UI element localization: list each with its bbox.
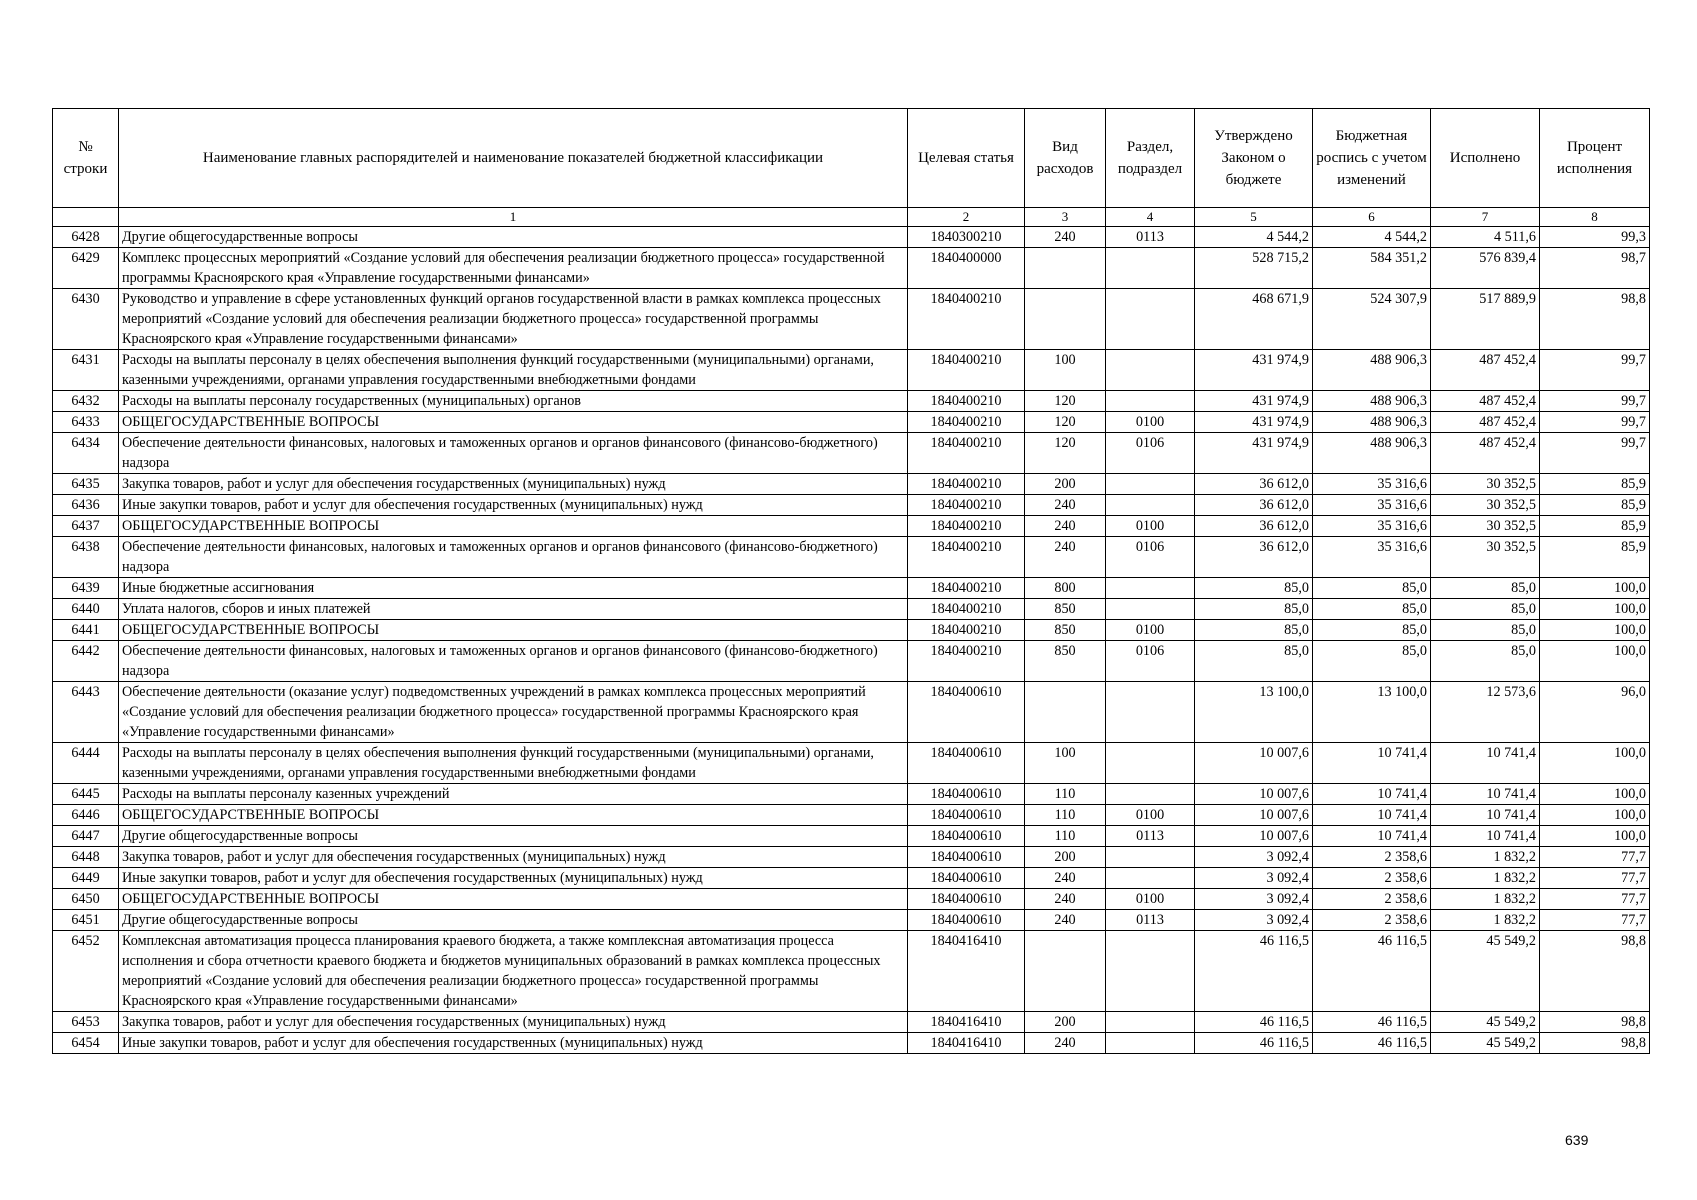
table-row <box>53 227 1650 248</box>
cell-executed: 30 352,5 <box>1431 495 1540 516</box>
cell-type <box>1025 248 1106 289</box>
cell-target: 1840400210 <box>908 391 1025 412</box>
cell-percent: 96,0 <box>1540 682 1650 743</box>
cell-approved: 85,0 <box>1195 599 1313 620</box>
table-row <box>53 743 1650 784</box>
cell-target: 1840400210 <box>908 641 1025 682</box>
cell-approved: 468 671,9 <box>1195 289 1313 350</box>
cell-executed: 45 549,2 <box>1431 1033 1540 1054</box>
table-row <box>53 847 1650 868</box>
cell-percent: 100,0 <box>1540 784 1650 805</box>
cell-type: 240 <box>1025 537 1106 578</box>
budget-table <box>52 108 1650 1054</box>
table-row <box>53 537 1650 578</box>
cell-schedule: 584 351,2 <box>1313 248 1431 289</box>
cell-section: 0106 <box>1106 433 1195 474</box>
cell-approved: 431 974,9 <box>1195 391 1313 412</box>
cell-name: Иные закупки товаров, работ и услуг для обеспечения государственных (муниципальных) нужд <box>119 1033 908 1054</box>
cell-target: 1840400210 <box>908 350 1025 391</box>
cell-section <box>1106 931 1195 1012</box>
header-row <box>53 109 1650 208</box>
cell-type: 240 <box>1025 910 1106 931</box>
header-executed: Исполнено <box>1431 109 1540 208</box>
cell-percent: 99,3 <box>1540 227 1650 248</box>
cell-approved: 36 612,0 <box>1195 516 1313 537</box>
cell-percent: 100,0 <box>1540 743 1650 784</box>
cell-row-no: 6440 <box>53 599 119 620</box>
cell-name: Расходы на выплаты персоналу казенных учреждений <box>119 784 908 805</box>
cell-schedule: 85,0 <box>1313 641 1431 682</box>
cell-schedule: 46 116,5 <box>1313 1012 1431 1033</box>
header-schedule: Бюджетная роспись с учетом изменений <box>1313 109 1431 208</box>
cell-row-no: 6428 <box>53 227 119 248</box>
column-number: 2 <box>908 208 1025 227</box>
cell-row-no: 6443 <box>53 682 119 743</box>
cell-approved: 36 612,0 <box>1195 495 1313 516</box>
cell-executed: 30 352,5 <box>1431 516 1540 537</box>
cell-target: 1840400210 <box>908 495 1025 516</box>
header-type: Вид расходов <box>1025 109 1106 208</box>
table-row <box>53 682 1650 743</box>
table-row <box>53 578 1650 599</box>
cell-target: 1840400610 <box>908 847 1025 868</box>
cell-schedule: 35 316,6 <box>1313 474 1431 495</box>
cell-approved: 3 092,4 <box>1195 847 1313 868</box>
cell-type <box>1025 682 1106 743</box>
table-row <box>53 931 1650 1012</box>
cell-schedule: 524 307,9 <box>1313 289 1431 350</box>
table-body <box>53 227 1650 1054</box>
cell-target: 1840400610 <box>908 784 1025 805</box>
table-row <box>53 391 1650 412</box>
cell-section: 0100 <box>1106 889 1195 910</box>
cell-approved: 85,0 <box>1195 578 1313 599</box>
table-header <box>53 109 1650 227</box>
cell-name: Закупка товаров, работ и услуг для обеспечения государственных (муниципальных) нужд <box>119 1012 908 1033</box>
cell-name: Уплата налогов, сборов и иных платежей <box>119 599 908 620</box>
cell-executed: 10 741,4 <box>1431 826 1540 847</box>
cell-schedule: 2 358,6 <box>1313 889 1431 910</box>
header-target: Целевая статья <box>908 109 1025 208</box>
cell-executed: 517 889,9 <box>1431 289 1540 350</box>
cell-row-no: 6444 <box>53 743 119 784</box>
cell-executed: 487 452,4 <box>1431 433 1540 474</box>
cell-approved: 46 116,5 <box>1195 1033 1313 1054</box>
header-row-no: № строки <box>53 109 119 208</box>
cell-type: 240 <box>1025 516 1106 537</box>
cell-schedule: 85,0 <box>1313 578 1431 599</box>
cell-approved: 10 007,6 <box>1195 784 1313 805</box>
cell-type: 200 <box>1025 847 1106 868</box>
cell-target: 1840416410 <box>908 931 1025 1012</box>
cell-percent: 85,9 <box>1540 474 1650 495</box>
cell-target: 1840400610 <box>908 868 1025 889</box>
cell-section: 0106 <box>1106 537 1195 578</box>
table-row <box>53 248 1650 289</box>
cell-name: ОБЩЕГОСУДАРСТВЕННЫЕ ВОПРОСЫ <box>119 516 908 537</box>
cell-schedule: 2 358,6 <box>1313 847 1431 868</box>
cell-executed: 487 452,4 <box>1431 350 1540 391</box>
cell-schedule: 488 906,3 <box>1313 391 1431 412</box>
cell-approved: 46 116,5 <box>1195 931 1313 1012</box>
cell-percent: 100,0 <box>1540 578 1650 599</box>
cell-type: 120 <box>1025 433 1106 474</box>
header-approved: Утверждено Законом о бюджете <box>1195 109 1313 208</box>
cell-target: 1840400210 <box>908 516 1025 537</box>
table-row <box>53 620 1650 641</box>
cell-row-no: 6454 <box>53 1033 119 1054</box>
cell-target: 1840400210 <box>908 620 1025 641</box>
column-number: 1 <box>119 208 908 227</box>
table-row <box>53 889 1650 910</box>
cell-type: 200 <box>1025 474 1106 495</box>
cell-executed: 45 549,2 <box>1431 931 1540 1012</box>
cell-row-no: 6442 <box>53 641 119 682</box>
cell-section <box>1106 682 1195 743</box>
cell-type: 110 <box>1025 784 1106 805</box>
cell-row-no: 6437 <box>53 516 119 537</box>
cell-target: 1840400210 <box>908 474 1025 495</box>
cell-target: 1840400610 <box>908 826 1025 847</box>
cell-section: 0106 <box>1106 641 1195 682</box>
cell-name: Закупка товаров, работ и услуг для обеспечения государственных (муниципальных) нужд <box>119 847 908 868</box>
cell-approved: 13 100,0 <box>1195 682 1313 743</box>
cell-approved: 36 612,0 <box>1195 474 1313 495</box>
cell-executed: 85,0 <box>1431 578 1540 599</box>
cell-executed: 30 352,5 <box>1431 474 1540 495</box>
column-number-blank <box>53 208 119 227</box>
cell-percent: 100,0 <box>1540 826 1650 847</box>
cell-row-no: 6450 <box>53 889 119 910</box>
table-row <box>53 805 1650 826</box>
cell-section <box>1106 248 1195 289</box>
cell-percent: 99,7 <box>1540 350 1650 391</box>
header-name: Наименование главных распорядителей и наименование показателей бюджетной классификации <box>119 109 908 208</box>
cell-row-no: 6453 <box>53 1012 119 1033</box>
cell-percent: 99,7 <box>1540 412 1650 433</box>
cell-type: 120 <box>1025 412 1106 433</box>
cell-schedule: 85,0 <box>1313 599 1431 620</box>
table-row <box>53 1033 1650 1054</box>
cell-schedule: 2 358,6 <box>1313 910 1431 931</box>
cell-section: 0113 <box>1106 227 1195 248</box>
cell-type <box>1025 931 1106 1012</box>
table-row <box>53 910 1650 931</box>
cell-section: 0100 <box>1106 516 1195 537</box>
cell-executed: 1 832,2 <box>1431 847 1540 868</box>
table-row <box>53 516 1650 537</box>
cell-section <box>1106 350 1195 391</box>
column-number: 7 <box>1431 208 1540 227</box>
cell-approved: 528 715,2 <box>1195 248 1313 289</box>
cell-row-no: 6441 <box>53 620 119 641</box>
cell-type: 850 <box>1025 641 1106 682</box>
table-row <box>53 1012 1650 1033</box>
cell-section <box>1106 868 1195 889</box>
cell-row-no: 6448 <box>53 847 119 868</box>
table-row <box>53 289 1650 350</box>
cell-percent: 77,7 <box>1540 910 1650 931</box>
cell-percent: 85,9 <box>1540 537 1650 578</box>
table-row <box>53 599 1650 620</box>
cell-name: Обеспечение деятельности финансовых, налоговых и таможенных органов и органов финансового (финансово-бюджетного) надзора <box>119 537 908 578</box>
cell-section <box>1106 1033 1195 1054</box>
cell-executed: 85,0 <box>1431 620 1540 641</box>
cell-type: 100 <box>1025 743 1106 784</box>
cell-target: 1840400610 <box>908 805 1025 826</box>
cell-approved: 431 974,9 <box>1195 350 1313 391</box>
cell-schedule: 85,0 <box>1313 620 1431 641</box>
cell-name: Расходы на выплаты персоналу в целях обеспечения выполнения функций государственными (муниципальными) органами, казенными учреждениями, органами управления государственными внебюджетными фондами <box>119 743 908 784</box>
cell-schedule: 35 316,6 <box>1313 495 1431 516</box>
cell-target: 1840400610 <box>908 889 1025 910</box>
cell-target: 1840400210 <box>908 412 1025 433</box>
cell-target: 1840400610 <box>908 743 1025 784</box>
cell-executed: 1 832,2 <box>1431 889 1540 910</box>
cell-type: 240 <box>1025 495 1106 516</box>
cell-percent: 98,8 <box>1540 1033 1650 1054</box>
cell-target: 1840416410 <box>908 1012 1025 1033</box>
cell-executed: 45 549,2 <box>1431 1012 1540 1033</box>
cell-executed: 30 352,5 <box>1431 537 1540 578</box>
cell-percent: 98,8 <box>1540 289 1650 350</box>
cell-section: 0113 <box>1106 910 1195 931</box>
cell-name: ОБЩЕГОСУДАРСТВЕННЫЕ ВОПРОСЫ <box>119 620 908 641</box>
cell-row-no: 6431 <box>53 350 119 391</box>
cell-percent: 77,7 <box>1540 868 1650 889</box>
cell-schedule: 10 741,4 <box>1313 743 1431 784</box>
cell-type <box>1025 289 1106 350</box>
document-page <box>52 108 1650 1054</box>
cell-percent: 100,0 <box>1540 599 1650 620</box>
cell-name: Другие общегосударственные вопросы <box>119 227 908 248</box>
cell-schedule: 488 906,3 <box>1313 350 1431 391</box>
cell-percent: 85,9 <box>1540 495 1650 516</box>
cell-section <box>1106 474 1195 495</box>
cell-target: 1840416410 <box>908 1033 1025 1054</box>
cell-type: 100 <box>1025 350 1106 391</box>
cell-percent: 77,7 <box>1540 847 1650 868</box>
cell-section <box>1106 743 1195 784</box>
table-row <box>53 495 1650 516</box>
cell-section: 0113 <box>1106 826 1195 847</box>
column-number: 8 <box>1540 208 1650 227</box>
cell-section <box>1106 289 1195 350</box>
cell-type: 240 <box>1025 1033 1106 1054</box>
cell-percent: 98,8 <box>1540 1012 1650 1033</box>
cell-percent: 98,7 <box>1540 248 1650 289</box>
cell-approved: 3 092,4 <box>1195 889 1313 910</box>
cell-section: 0100 <box>1106 805 1195 826</box>
cell-row-no: 6434 <box>53 433 119 474</box>
cell-type: 110 <box>1025 805 1106 826</box>
cell-target: 1840400210 <box>908 578 1025 599</box>
cell-name: Обеспечение деятельности (оказание услуг) подведомственных учреждений в рамках комплекса процессных мероприятий «Создание условий для обеспечения реализации бюджетного процесса» государственной программы Красноярского края «Управление государственными финансами» <box>119 682 908 743</box>
table-row <box>53 474 1650 495</box>
cell-name: Расходы на выплаты персоналу в целях обеспечения выполнения функций государственными (муниципальными) органами, казенными учреждениями, органами управления государственными внебюджетными фондами <box>119 350 908 391</box>
cell-type: 240 <box>1025 868 1106 889</box>
cell-approved: 85,0 <box>1195 620 1313 641</box>
cell-target: 1840400210 <box>908 599 1025 620</box>
cell-percent: 98,8 <box>1540 931 1650 1012</box>
cell-executed: 487 452,4 <box>1431 412 1540 433</box>
cell-name: ОБЩЕГОСУДАРСТВЕННЫЕ ВОПРОСЫ <box>119 412 908 433</box>
cell-percent: 77,7 <box>1540 889 1650 910</box>
cell-type: 200 <box>1025 1012 1106 1033</box>
column-number: 4 <box>1106 208 1195 227</box>
cell-name: Комплексная автоматизация процесса планирования краевого бюджета, а также комплексная автоматизация процесса исполнения и сбора отчетности краевого бюджета и бюджетов муниципальных образований в рамках комплекса процессных мероприятий «Создание условий для обеспечения реализации бюджетного процесса» государственной программы Красноярского края «Управление государственными финансами» <box>119 931 908 1012</box>
cell-name: Иные закупки товаров, работ и услуг для обеспечения государственных (муниципальных) нужд <box>119 868 908 889</box>
cell-section <box>1106 391 1195 412</box>
cell-name: Комплекс процессных мероприятий «Создание условий для обеспечения реализации бюджетного процесса» государственной программы Красноярского края «Управление государственными финансами» <box>119 248 908 289</box>
cell-approved: 10 007,6 <box>1195 743 1313 784</box>
cell-target: 1840400610 <box>908 910 1025 931</box>
cell-approved: 4 544,2 <box>1195 227 1313 248</box>
cell-row-no: 6436 <box>53 495 119 516</box>
cell-target: 1840400210 <box>908 537 1025 578</box>
cell-executed: 12 573,6 <box>1431 682 1540 743</box>
cell-section <box>1106 599 1195 620</box>
cell-percent: 100,0 <box>1540 620 1650 641</box>
column-number-row <box>53 208 1650 227</box>
cell-target: 1840400000 <box>908 248 1025 289</box>
cell-section: 0100 <box>1106 412 1195 433</box>
table-row <box>53 350 1650 391</box>
cell-schedule: 46 116,5 <box>1313 931 1431 1012</box>
cell-executed: 4 511,6 <box>1431 227 1540 248</box>
cell-row-no: 6452 <box>53 931 119 1012</box>
cell-percent: 99,7 <box>1540 433 1650 474</box>
cell-executed: 1 832,2 <box>1431 910 1540 931</box>
cell-row-no: 6439 <box>53 578 119 599</box>
cell-name: Расходы на выплаты персоналу государственных (муниципальных) органов <box>119 391 908 412</box>
cell-schedule: 488 906,3 <box>1313 433 1431 474</box>
header-section: Раздел, подраздел <box>1106 109 1195 208</box>
cell-row-no: 6430 <box>53 289 119 350</box>
cell-name: Обеспечение деятельности финансовых, налоговых и таможенных органов и органов финансового (финансово-бюджетного) надзора <box>119 433 908 474</box>
table-row <box>53 868 1650 889</box>
cell-type: 240 <box>1025 227 1106 248</box>
cell-schedule: 4 544,2 <box>1313 227 1431 248</box>
cell-schedule: 10 741,4 <box>1313 826 1431 847</box>
cell-section: 0100 <box>1106 620 1195 641</box>
cell-schedule: 13 100,0 <box>1313 682 1431 743</box>
cell-type: 120 <box>1025 391 1106 412</box>
cell-schedule: 10 741,4 <box>1313 805 1431 826</box>
cell-row-no: 6432 <box>53 391 119 412</box>
header-percent: Процент исполнения <box>1540 109 1650 208</box>
cell-row-no: 6435 <box>53 474 119 495</box>
cell-executed: 85,0 <box>1431 599 1540 620</box>
cell-approved: 3 092,4 <box>1195 910 1313 931</box>
cell-section <box>1106 784 1195 805</box>
cell-executed: 1 832,2 <box>1431 868 1540 889</box>
cell-executed: 487 452,4 <box>1431 391 1540 412</box>
cell-executed: 10 741,4 <box>1431 784 1540 805</box>
cell-target: 1840400610 <box>908 682 1025 743</box>
table-row <box>53 412 1650 433</box>
cell-row-no: 6451 <box>53 910 119 931</box>
cell-percent: 100,0 <box>1540 805 1650 826</box>
cell-name: ОБЩЕГОСУДАРСТВЕННЫЕ ВОПРОСЫ <box>119 889 908 910</box>
table-row <box>53 784 1650 805</box>
cell-approved: 431 974,9 <box>1195 433 1313 474</box>
cell-row-no: 6446 <box>53 805 119 826</box>
cell-approved: 46 116,5 <box>1195 1012 1313 1033</box>
cell-schedule: 488 906,3 <box>1313 412 1431 433</box>
cell-name: Другие общегосударственные вопросы <box>119 826 908 847</box>
cell-type: 850 <box>1025 599 1106 620</box>
cell-name: Закупка товаров, работ и услуг для обеспечения государственных (муниципальных) нужд <box>119 474 908 495</box>
cell-approved: 10 007,6 <box>1195 805 1313 826</box>
cell-type: 850 <box>1025 620 1106 641</box>
cell-row-no: 6429 <box>53 248 119 289</box>
cell-name: Иные закупки товаров, работ и услуг для обеспечения государственных (муниципальных) нужд <box>119 495 908 516</box>
cell-schedule: 35 316,6 <box>1313 516 1431 537</box>
cell-approved: 85,0 <box>1195 641 1313 682</box>
cell-name: Другие общегосударственные вопросы <box>119 910 908 931</box>
cell-executed: 10 741,4 <box>1431 805 1540 826</box>
cell-section <box>1106 578 1195 599</box>
cell-row-no: 6433 <box>53 412 119 433</box>
cell-section <box>1106 495 1195 516</box>
cell-executed: 10 741,4 <box>1431 743 1540 784</box>
cell-row-no: 6447 <box>53 826 119 847</box>
cell-row-no: 6438 <box>53 537 119 578</box>
cell-target: 1840400210 <box>908 433 1025 474</box>
cell-section <box>1106 1012 1195 1033</box>
cell-schedule: 10 741,4 <box>1313 784 1431 805</box>
cell-name: Руководство и управление в сфере установленных функций органов государственной власти в рамках комплекса процессных мероприятий «Создание условий для обеспечения реализации бюджетного процесса» государственной программы Красноярского края «Управление государственными финансами» <box>119 289 908 350</box>
page-number: 639 <box>1565 1132 1589 1148</box>
cell-percent: 85,9 <box>1540 516 1650 537</box>
cell-section <box>1106 847 1195 868</box>
cell-schedule: 46 116,5 <box>1313 1033 1431 1054</box>
cell-executed: 576 839,4 <box>1431 248 1540 289</box>
cell-percent: 99,7 <box>1540 391 1650 412</box>
table-row <box>53 826 1650 847</box>
column-number: 3 <box>1025 208 1106 227</box>
cell-schedule: 35 316,6 <box>1313 537 1431 578</box>
table-row <box>53 433 1650 474</box>
cell-schedule: 2 358,6 <box>1313 868 1431 889</box>
cell-approved: 3 092,4 <box>1195 868 1313 889</box>
cell-name: ОБЩЕГОСУДАРСТВЕННЫЕ ВОПРОСЫ <box>119 805 908 826</box>
cell-name: Иные бюджетные ассигнования <box>119 578 908 599</box>
cell-approved: 36 612,0 <box>1195 537 1313 578</box>
cell-approved: 431 974,9 <box>1195 412 1313 433</box>
cell-row-no: 6445 <box>53 784 119 805</box>
cell-type: 800 <box>1025 578 1106 599</box>
column-number: 6 <box>1313 208 1431 227</box>
cell-type: 240 <box>1025 889 1106 910</box>
cell-approved: 10 007,6 <box>1195 826 1313 847</box>
column-number: 5 <box>1195 208 1313 227</box>
cell-type: 110 <box>1025 826 1106 847</box>
cell-target: 1840400210 <box>908 289 1025 350</box>
cell-row-no: 6449 <box>53 868 119 889</box>
table-row <box>53 641 1650 682</box>
cell-name: Обеспечение деятельности финансовых, налоговых и таможенных органов и органов финансового (финансово-бюджетного) надзора <box>119 641 908 682</box>
cell-target: 1840300210 <box>908 227 1025 248</box>
cell-executed: 85,0 <box>1431 641 1540 682</box>
cell-percent: 100,0 <box>1540 641 1650 682</box>
